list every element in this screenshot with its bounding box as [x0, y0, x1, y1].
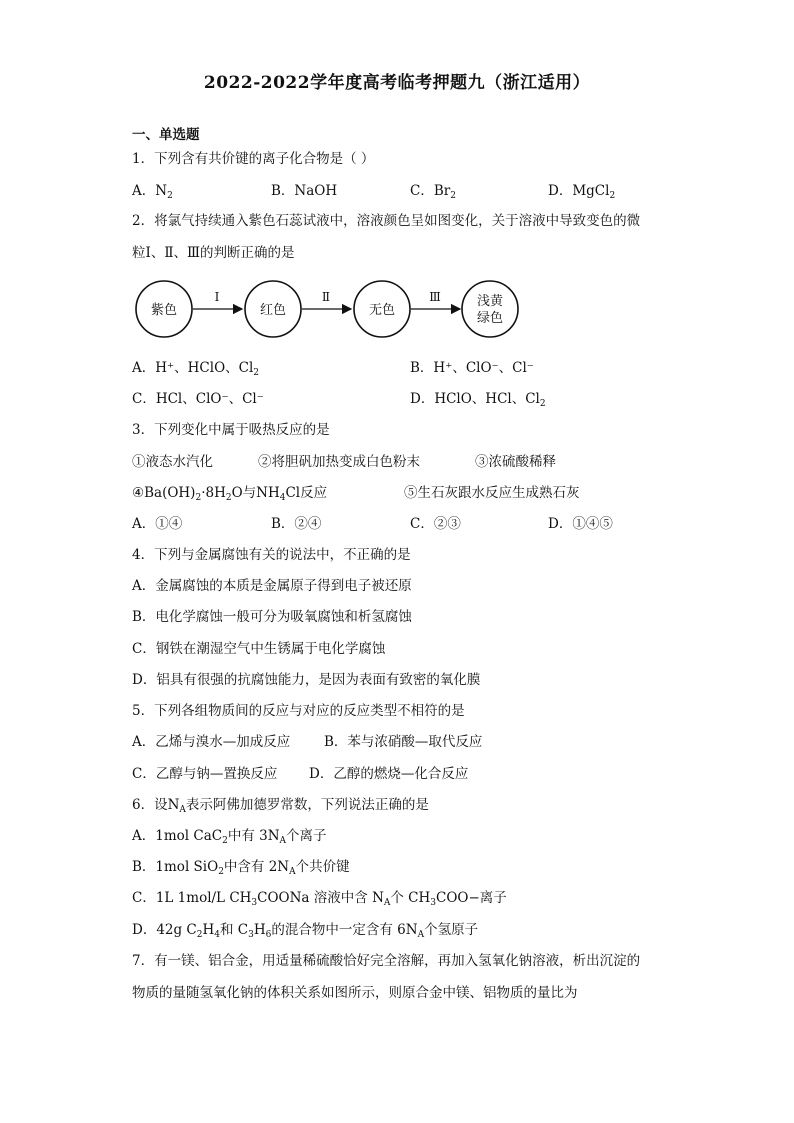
- color-change-diagram: [132, 277, 532, 341]
- red-state-label: 红色: [259, 303, 287, 318]
- question-2-option-a: A．H⁺、HClO、$Cl_2$: [132, 360, 260, 378]
- question-3-option-a: A．①④: [132, 516, 183, 532]
- question-5-option-c: C．乙醇与钠—置换反应: [132, 766, 278, 782]
- question-7-stem-line-2: 物质的量随氢氧化钠的体积关系如图所示，则原合金中镁、铝物质的量比为: [132, 985, 578, 1001]
- question-5-option-a: A．乙烯与溴水—加成反应: [132, 734, 291, 750]
- question-2-stem-line-1: 2．将氯气持续通入紫色石蕊试液中，溶液颜色呈如图变化，关于溶液中导致变色的微: [132, 213, 641, 229]
- arrow-1-label: Ⅰ: [214, 290, 220, 304]
- question-5-option-d: D．乙醇的燃烧—化合反应: [309, 766, 469, 782]
- question-2-stem-line-2: 粒Ⅰ、Ⅱ、Ⅲ的判断正确的是: [132, 245, 295, 261]
- question-1-option-c: C．$Br_2$: [410, 183, 456, 201]
- question-3-option-c: C．②③: [410, 516, 461, 532]
- question-3-item-3: ③浓硫酸稀释: [475, 454, 556, 470]
- question-4-stem: 4．下列与金属腐蚀有关的说法中，不正确的是: [132, 547, 411, 563]
- question-3-item-4: $④Ba(OH)_2\cdot 8H_2O$与$NH_4Cl$反应: [132, 485, 328, 503]
- question-6-option-a: A．1mol CaC$_2$中有 $3N_A$个离子: [132, 828, 327, 846]
- question-4-option-d: D．铝具有很强的抗腐蚀能力，是因为表面有致密的氧化膜: [132, 672, 481, 688]
- question-2-option-b: B．H⁺、ClO⁻、Cl⁻: [410, 360, 534, 376]
- question-1-option-d: D．MgCl$_2$: [548, 183, 616, 201]
- colorless-state-label: 无色: [368, 303, 396, 318]
- question-4-option-c: C．钢铁在潮湿空气中生锈属于电化学腐蚀: [132, 641, 386, 657]
- question-5-option-b: B．苯与浓硝酸—取代反应: [324, 734, 483, 750]
- question-3-option-b: B．②④: [271, 516, 322, 532]
- question-6-option-c: C．1L 1mol/L $CH_3COONa$ 溶液中含 $N_A$个 $CH_3COO-$离子: [132, 890, 507, 908]
- arrow-2-label: Ⅱ: [321, 290, 331, 304]
- question-2-option-d: D．HClO、HCl、$Cl_2$: [410, 391, 546, 409]
- question-1-option-a: A．$N_2$: [132, 183, 173, 201]
- question-2-option-c: C．HCl、ClO⁻、Cl⁻: [132, 391, 264, 407]
- pale-yellow-label: 浅黄: [476, 294, 504, 309]
- question-1-option-b: B．NaOH: [271, 183, 338, 199]
- question-7-stem-line-1: 7．有一镁、铝合金，用适量稀硫酸恰好完全溶解，再加入氢氧化钠溶液，析出沉淀的: [132, 953, 641, 969]
- question-6-option-b: B．1mol SiO$_2$中含有 $2N_A$个共价键: [132, 859, 350, 877]
- question-5-stem: 5．下列各组物质间的反应与对应的反应类型不相符的是: [132, 703, 465, 719]
- question-4-option-b: B．电化学腐蚀一般可分为吸氧腐蚀和析氢腐蚀: [132, 609, 412, 625]
- question-3-item-5: ⑤生石灰跟水反应生成熟石灰: [404, 485, 580, 501]
- question-6-option-d: D．42g $C_2H_4$和 $C_3H_6$的混合物中一定含有 $6N_A$个氢原子: [132, 922, 479, 940]
- question-3-item-2: ②将胆矾加热变成白色粉末: [258, 454, 420, 470]
- arrow-3-label: Ⅲ: [429, 290, 441, 304]
- question-3-stem: 3．下列变化中属于吸热反应的是: [132, 422, 330, 438]
- purple-state-label: 紫色: [150, 303, 178, 318]
- question-6-stem: 6．设$N_A$表示阿佛加德罗常数，下列说法正确的是: [132, 797, 429, 815]
- question-3-item-1: ①液态水汽化: [132, 454, 213, 470]
- pale-yellow-green-state-circle: [462, 281, 518, 337]
- question-4-option-a: A．金属腐蚀的本质是金属原子得到电子被还原: [132, 578, 412, 594]
- question-1-stem: 1．下列含有共价键的离子化合物是（ ）: [132, 151, 375, 167]
- green-label: 绿色: [476, 311, 504, 326]
- question-3-option-d: D．①④⑤: [548, 516, 613, 532]
- page-title: 2022-2022学年度高考临考押题九（浙江适用）: [203, 73, 591, 93]
- section-heading: 一、单选题: [132, 127, 200, 143]
